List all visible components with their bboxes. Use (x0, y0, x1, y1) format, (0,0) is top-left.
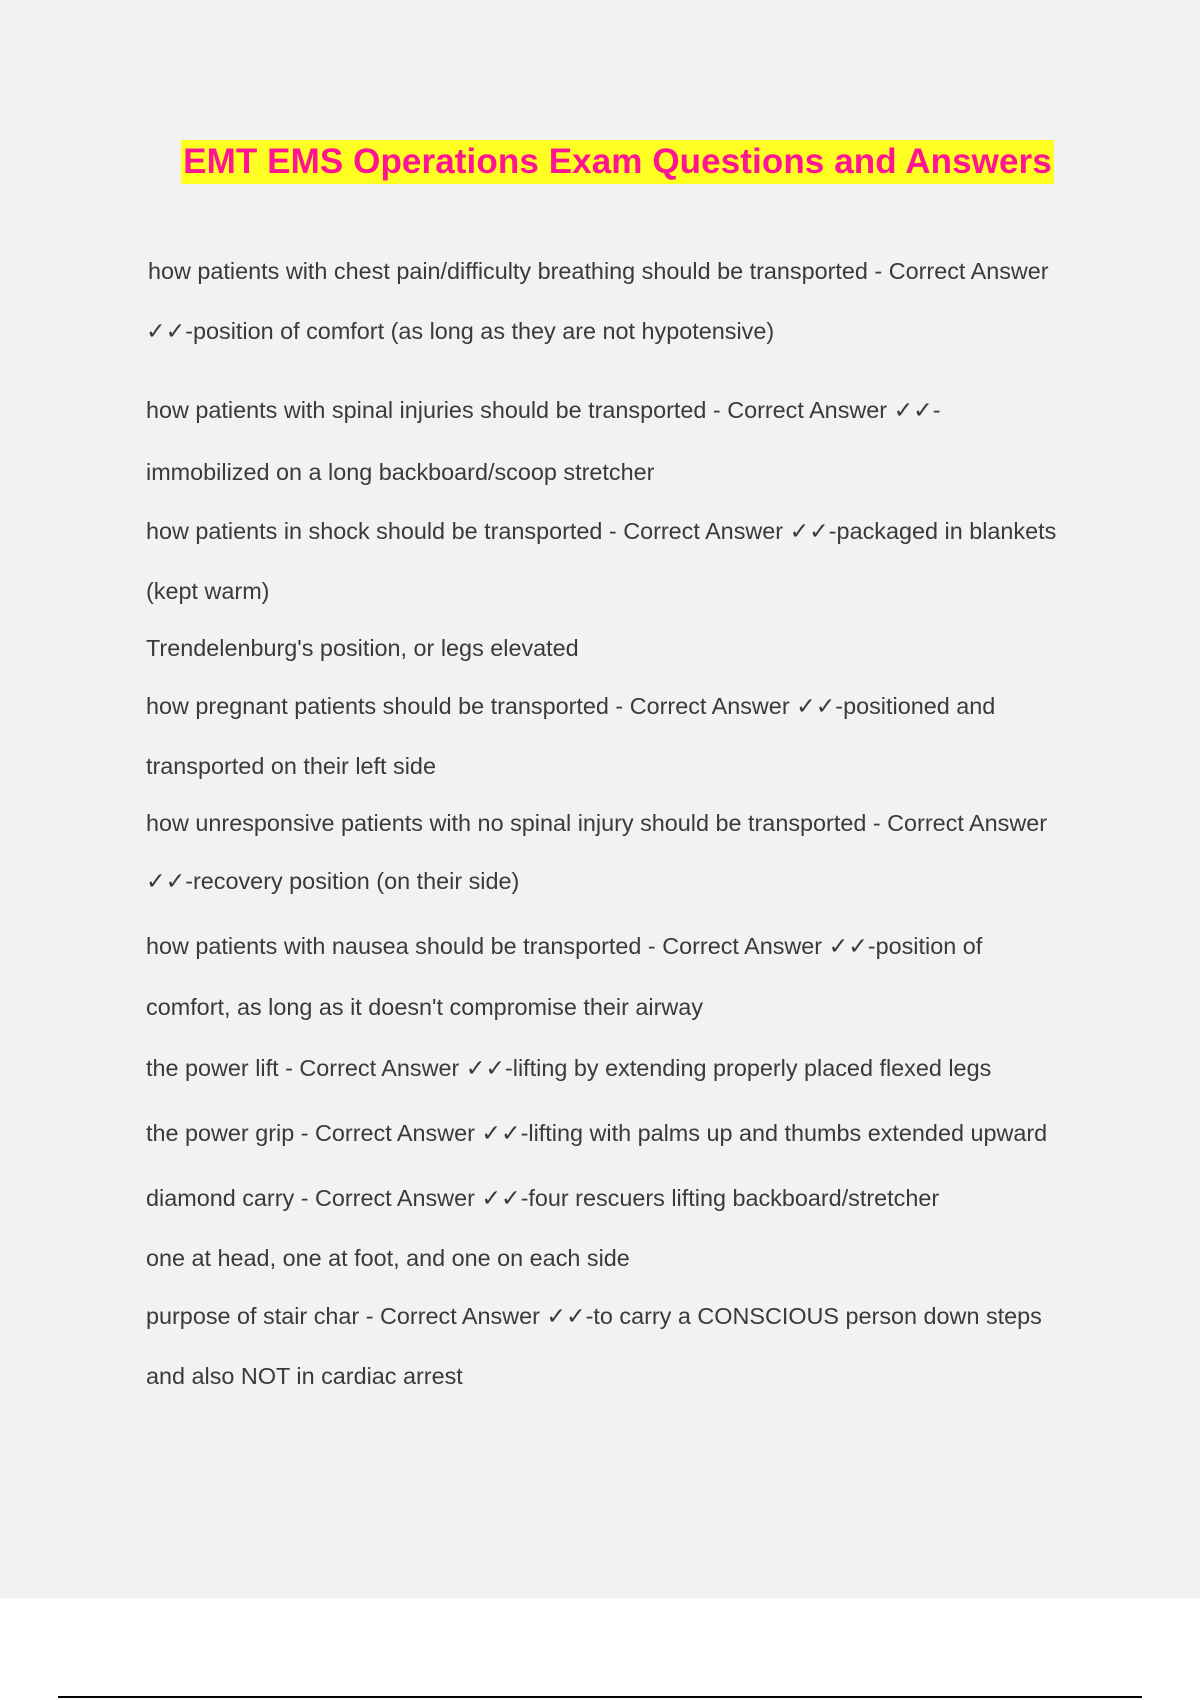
qa-line-18: purpose of stair char - Correct Answer ✓✓-to carry a CONSCIOUS person down steps (146, 1303, 1042, 1329)
qa-line-13: comfort, as long as it doesn't compromise their airway (146, 994, 703, 1020)
qa-line-3: how patients with spinal injuries should be transported - Correct Answer ✓✓- (146, 397, 941, 423)
qa-line-16: diamond carry - Correct Answer ✓✓-four rescuers lifting backboard/stretcher (146, 1185, 940, 1211)
qa-line-6: (kept warm) (146, 578, 270, 604)
qa-line-1: how patients with chest pain/difficulty breathing should be transported - Correct Answer (148, 258, 1049, 284)
qa-line-10: how unresponsive patients with no spinal injury should be transported - Correct Answer (146, 810, 1048, 836)
qa-line-8: how pregnant patients should be transported - Correct Answer ✓✓-positioned and (146, 693, 996, 719)
qa-line-2: ✓✓-position of comfort (as long as they are not hypotensive) (146, 318, 775, 344)
qa-line-17: one at head, one at foot, and one on each side (146, 1245, 630, 1271)
qa-line-11: ✓✓-recovery position (on their side) (146, 868, 520, 894)
title-container (0, 140, 1200, 184)
qa-line-15: the power grip - Correct Answer ✓✓-lifting with palms up and thumbs extended upward (146, 1120, 1048, 1146)
qa-line-4: immobilized on a long backboard/scoop stretcher (146, 459, 655, 485)
footer-divider (58, 1696, 1142, 1698)
qa-line-12: how patients with nausea should be transported - Correct Answer ✓✓-position of (146, 933, 983, 959)
qa-line-9: transported on their left side (146, 753, 436, 779)
qa-line-19: and also NOT in cardiac arrest (146, 1363, 463, 1389)
qa-line-7: Trendelenburg's position, or legs elevated (146, 635, 579, 661)
qa-line-5: how patients in shock should be transported - Correct Answer ✓✓-packaged in blankets (146, 518, 1057, 544)
document-title: EMT EMS Operations Exam Questions and Answers (181, 140, 1054, 184)
qa-line-14: the power lift - Correct Answer ✓✓-lifting by extending properly placed flexed legs (146, 1055, 992, 1081)
